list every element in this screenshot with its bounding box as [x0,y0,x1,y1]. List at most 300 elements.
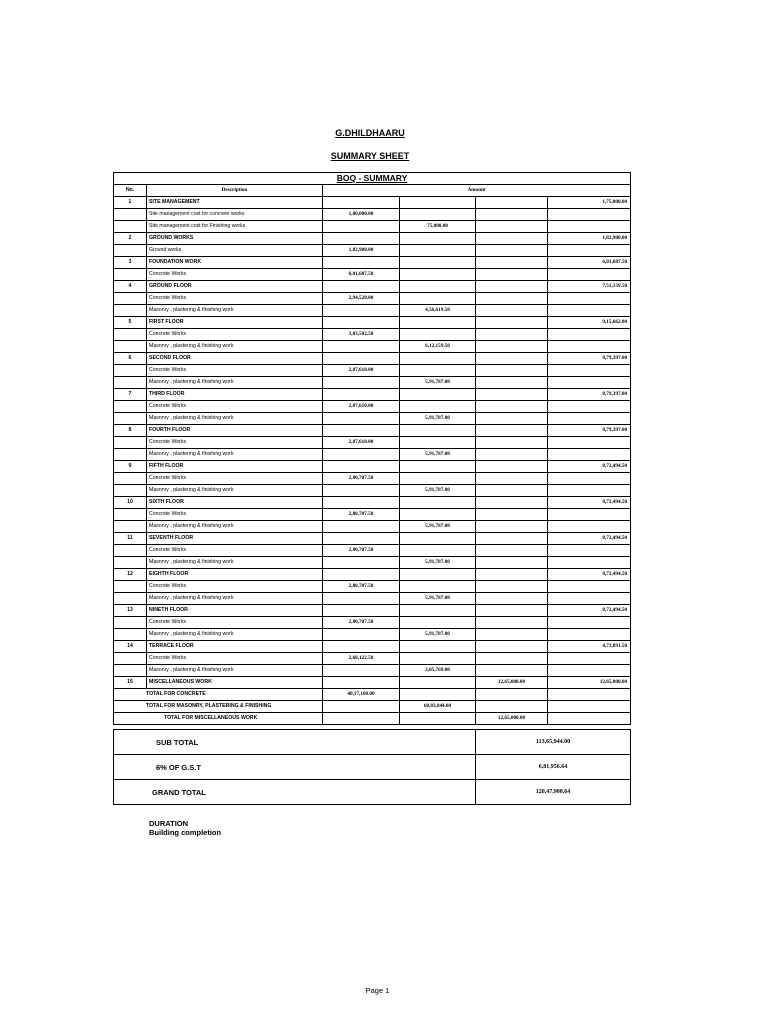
amount-cell-2 [400,293,476,305]
company-name: G.DHILDHAARU [335,128,405,138]
amount-cell-3 [476,569,548,581]
row-description: TERRACE FLOOR [147,641,323,653]
column-header-row [114,185,631,197]
summary-row [114,730,631,755]
amount-cell-4 [548,449,631,461]
row-number [114,413,147,425]
summary-label: 6% OF G.S.T [114,755,476,780]
section-row [114,569,631,581]
row-description: Masonry , plastering & finishing work [147,665,323,677]
table-row [114,545,631,557]
amount-cell-2 [400,365,476,377]
row-description: SECOND FLOOR [147,353,323,365]
amount-cell-1 [323,281,400,293]
row-description: Concrete Works [147,653,323,665]
amount-cell-3 [476,353,548,365]
table-title: BOQ - SUMMARY [114,173,631,185]
table-row [114,449,631,461]
amount-cell-3 [476,233,548,245]
total-amount-2 [400,713,476,725]
amount-cell-3 [476,437,548,449]
amount-cell-2 [400,353,476,365]
table-row [114,269,631,281]
amount-cell-3 [476,365,548,377]
row-number [114,269,147,281]
summary-row [114,780,631,805]
amount-cell-3 [476,461,548,473]
row-description: Concrete Works [147,581,323,593]
amount-cell-4 [548,245,631,257]
amount-cell-1: 2,80,707.50 [323,617,400,629]
row-number [114,485,147,497]
table-row [114,329,631,341]
amount-cell-2 [400,425,476,437]
amount-cell-2 [400,317,476,329]
amount-cell-1 [323,449,400,461]
amount-cell-4 [548,413,631,425]
amount-cell-2 [400,269,476,281]
amount-cell-3 [476,593,548,605]
amount-cell-2 [400,389,476,401]
section-row [114,233,631,245]
total-amount-1 [323,713,400,725]
boq-summary-table [113,172,631,725]
section-row [114,353,631,365]
row-description: FOUNDATION WORK [147,257,323,269]
row-number [114,437,147,449]
total-row [114,713,631,725]
amount-cell-3 [476,641,548,653]
amount-cell-4: 1,82,900.00 [548,233,631,245]
amount-cell-1 [323,521,400,533]
amount-cell-3 [476,473,548,485]
amount-cell-1: 2,87,610.00 [323,401,400,413]
amount-cell-4: 8,72,494.50 [548,569,631,581]
amount-cell-1: 2,94,520.00 [323,293,400,305]
amount-cell-1: 2,80,707.50 [323,509,400,521]
row-description: Masonry , plastering & finishing work [147,485,323,497]
amount-cell-2 [400,497,476,509]
table-row [114,377,631,389]
amount-cell-1: 2,68,122.50 [323,653,400,665]
amount-cell-4 [548,593,631,605]
total-amount-3 [476,689,548,701]
amount-cell-2 [400,461,476,473]
amount-cell-3 [476,329,548,341]
total-empty-cell [548,689,631,701]
row-number: 6 [114,353,147,365]
amount-cell-4: 1,75,000.00 [548,197,631,209]
amount-cell-1: 1,82,900.00 [323,245,400,257]
row-number: 13 [114,605,147,617]
amount-cell-4: 8,79,397.00 [548,353,631,365]
row-description: FIRST FLOOR [147,317,323,329]
amount-cell-1 [323,377,400,389]
section-row [114,497,631,509]
row-description: Concrete Works [147,437,323,449]
amount-cell-4: 9,15,662.00 [548,317,631,329]
amount-cell-4 [548,209,631,221]
amount-cell-2 [400,677,476,689]
amount-cell-4 [548,293,631,305]
row-number [114,473,147,485]
summary-row [114,755,631,780]
amount-cell-4 [548,653,631,665]
amount-cell-2: 5,91,787.00 [400,377,476,389]
row-number [114,593,147,605]
sheet-title: SUMMARY SHEET [330,151,410,161]
amount-cell-2: 5,91,787.00 [400,413,476,425]
row-number [114,245,147,257]
amount-cell-3 [476,557,548,569]
amount-cell-4 [548,329,631,341]
row-number [114,581,147,593]
row-description: Masonry , plastering & finishing work [147,305,323,317]
row-number: 11 [114,533,147,545]
row-number: 3 [114,257,147,269]
amount-cell-1 [323,533,400,545]
row-number [114,341,147,353]
total-amount-2 [400,689,476,701]
row-number [114,653,147,665]
total-empty-cell [548,701,631,713]
row-description: Concrete Works [147,365,323,377]
amount-cell-4 [548,365,631,377]
amount-cell-3 [476,653,548,665]
row-number [114,221,147,233]
amount-cell-1 [323,317,400,329]
duration-label: DURATION [149,819,189,828]
summary-label: GRAND TOTAL [114,780,476,805]
row-number [114,449,147,461]
amount-cell-4 [548,617,631,629]
row-number [114,293,147,305]
row-number [114,521,147,533]
table-row [114,293,631,305]
row-number: 2 [114,233,147,245]
row-number [114,557,147,569]
row-number [114,365,147,377]
section-row [114,317,631,329]
amount-cell-1 [323,593,400,605]
table-row [114,437,631,449]
row-number [114,401,147,413]
amount-cell-2 [400,653,476,665]
amount-cell-4: 8,72,494.50 [548,533,631,545]
table-row [114,593,631,605]
amount-cell-4 [548,629,631,641]
row-description: Concrete Works [147,269,323,281]
row-description: Concrete Works [147,473,323,485]
row-description: Concrete Works [147,293,323,305]
amount-cell-1 [323,569,400,581]
total-amount-1: 40,17,100.00 [323,689,400,701]
row-number [114,545,147,557]
amount-cell-2 [400,257,476,269]
amount-cell-3 [476,509,548,521]
amount-cell-1 [323,197,400,209]
amount-cell-2: 5,91,787.00 [400,557,476,569]
amount-cell-4: 8,72,494.50 [548,605,631,617]
amount-cell-4 [548,305,631,317]
amount-cell-4: 12,65,000.00 [548,677,631,689]
section-row [114,677,631,689]
amount-cell-1 [323,629,400,641]
amount-cell-3 [476,617,548,629]
total-label: TOTAL FOR MISCELLANEOUS WORK [114,713,323,725]
amount-cell-4 [548,485,631,497]
summary-label: SUB TOTAL [114,730,476,755]
amount-cell-1 [323,389,400,401]
row-number: 4 [114,281,147,293]
row-number: 10 [114,497,147,509]
row-description: FIFTH FLOOR [147,461,323,473]
row-description: GROUND WORKS [147,233,323,245]
row-description: EIGHTH FLOOR [147,569,323,581]
amount-cell-4 [548,341,631,353]
amount-cell-3 [476,533,548,545]
amount-cell-2 [400,545,476,557]
row-number: 5 [114,317,147,329]
amount-cell-1 [323,233,400,245]
amount-cell-3 [476,281,548,293]
table-row [114,653,631,665]
table-row [114,629,631,641]
row-description: SIXTH FLOOR [147,497,323,509]
table-row [114,521,631,533]
total-label: TOTAL FOR MASONRY, PLASTERING & FINISHING [114,701,323,713]
amount-cell-1 [323,413,400,425]
amount-cell-3: 12,65,000.00 [476,677,548,689]
row-number [114,377,147,389]
amount-cell-1 [323,257,400,269]
amount-cell-3 [476,197,548,209]
amount-cell-4: 6,01,687.50 [548,257,631,269]
amount-cell-4 [548,473,631,485]
table-row [114,473,631,485]
amount-cell-2: 6,12,159.50 [400,341,476,353]
amount-cell-1: 6,01,687.50 [323,269,400,281]
amount-cell-3 [476,269,548,281]
table-row [114,221,631,233]
row-number: 1 [114,197,147,209]
row-number [114,209,147,221]
amount-cell-4 [548,545,631,557]
amount-cell-1: 2,87,610.00 [323,437,400,449]
row-description: MISCELLANEOUS WORK [147,677,323,689]
amount-cell-3 [476,341,548,353]
amount-cell-2 [400,245,476,257]
amount-cell-2: 5,91,787.00 [400,629,476,641]
amount-cell-1 [323,341,400,353]
amount-cell-2 [400,401,476,413]
amount-cell-3 [476,521,548,533]
amount-cell-4: 8,79,397.00 [548,425,631,437]
table-row [114,209,631,221]
amount-cell-1: 1,00,000.00 [323,209,400,221]
amount-cell-2: 5,91,787.00 [400,485,476,497]
amount-cell-3 [476,485,548,497]
row-description: Concrete Works [147,545,323,557]
amount-cell-2: 4,56,619.50 [400,305,476,317]
amount-cell-4 [548,557,631,569]
row-description: GROUND FLOOR [147,281,323,293]
total-label: TOTAL FOR CONCRETE [114,689,323,701]
amount-cell-3 [476,305,548,317]
amount-cell-3 [476,665,548,677]
row-description: Masonry , plastering & finishing work [147,377,323,389]
amount-cell-1 [323,641,400,653]
amount-cell-2 [400,233,476,245]
table-row [114,365,631,377]
duration-text: Building completion [149,828,222,837]
row-description: Site management cost for Finishing works [147,221,323,233]
column-header-no: No. [114,185,147,197]
amount-cell-3 [476,545,548,557]
row-description: Ground works [147,245,323,257]
amount-cell-2 [400,605,476,617]
row-description: Masonry , plastering & finishing work [147,413,323,425]
row-number: 15 [114,677,147,689]
column-header-description: Description [147,185,323,197]
amount-cell-4 [548,377,631,389]
amount-cell-4: 8,72,494.50 [548,461,631,473]
row-number [114,329,147,341]
row-number: 12 [114,569,147,581]
total-amount-3: 12,65,000.00 [476,713,548,725]
row-description: Masonry , plastering & finishing work [147,629,323,641]
row-number [114,617,147,629]
total-empty-cell [548,713,631,725]
amount-cell-3 [476,581,548,593]
amount-cell-4 [548,665,631,677]
amount-cell-1 [323,497,400,509]
row-description: Concrete Works [147,329,323,341]
row-number: 9 [114,461,147,473]
amount-cell-1: 3,03,502.50 [323,329,400,341]
amount-cell-2 [400,617,476,629]
section-row [114,389,631,401]
amount-cell-1: 2,80,707.50 [323,473,400,485]
summary-value: 6,81,956.64 [476,755,631,780]
amount-cell-2 [400,329,476,341]
amount-cell-4 [548,221,631,233]
row-description: THIRD FLOOR [147,389,323,401]
row-number [114,665,147,677]
amount-cell-1 [323,485,400,497]
row-description: SITE MANAGEMENT [147,197,323,209]
amount-cell-3 [476,317,548,329]
table-row [114,509,631,521]
amount-cell-1 [323,677,400,689]
amount-cell-4 [548,521,631,533]
row-number: 7 [114,389,147,401]
page-number: Page 1 [365,986,390,995]
total-amount-1 [323,701,400,713]
amount-cell-4 [548,437,631,449]
amount-cell-4: 8,79,397.00 [548,389,631,401]
table-row [114,485,631,497]
section-row [114,461,631,473]
row-description: FOURTH FLOOR [147,425,323,437]
table-title-row [114,173,631,185]
total-row [114,701,631,713]
row-number: 14 [114,641,147,653]
amount-cell-2: 5,91,787.00 [400,521,476,533]
amount-cell-2: 5,91,787.00 [400,449,476,461]
amount-cell-1: 2,80,707.50 [323,545,400,557]
amount-cell-1 [323,425,400,437]
amount-cell-1 [323,605,400,617]
amount-cell-2 [400,473,476,485]
row-description: SEVENTH FLOOR [147,533,323,545]
section-row [114,281,631,293]
section-row [114,533,631,545]
amount-cell-3 [476,293,548,305]
table-row [114,305,631,317]
amount-cell-4 [548,509,631,521]
amount-cell-4 [548,401,631,413]
amount-cell-2 [400,209,476,221]
amount-cell-2: 2,05,769.00 [400,665,476,677]
section-row [114,605,631,617]
amount-cell-2 [400,437,476,449]
amount-cell-3 [476,425,548,437]
amount-cell-4 [548,581,631,593]
row-description: Site management cost for concrete works [147,209,323,221]
amount-cell-1 [323,221,400,233]
amount-cell-3 [476,605,548,617]
row-description: Masonry , plastering & finishing work [147,521,323,533]
table-row [114,617,631,629]
amount-cell-4: 7,51,139.50 [548,281,631,293]
section-row [114,257,631,269]
amount-cell-3 [476,497,548,509]
row-description: Masonry , plastering & finishing work [147,449,323,461]
row-description: Masonry , plastering & finishing work [147,341,323,353]
row-number [114,305,147,317]
row-description: Concrete Works [147,509,323,521]
amount-cell-2 [400,281,476,293]
row-description: NINETH FLOOR [147,605,323,617]
amount-cell-3 [476,245,548,257]
amount-cell-2 [400,509,476,521]
section-row [114,197,631,209]
summary-totals-table [113,729,631,805]
amount-cell-1 [323,305,400,317]
amount-cell-3 [476,389,548,401]
table-row [114,413,631,425]
section-row [114,641,631,653]
table-row [114,245,631,257]
amount-cell-3 [476,257,548,269]
total-row [114,689,631,701]
row-number: 8 [114,425,147,437]
amount-cell-1 [323,353,400,365]
amount-cell-4: 8,72,494.50 [548,497,631,509]
amount-cell-3 [476,629,548,641]
amount-cell-3 [476,209,548,221]
summary-value: 113,65,944.00 [476,730,631,755]
amount-cell-3 [476,413,548,425]
amount-cell-3 [476,377,548,389]
row-description: Concrete Works [147,401,323,413]
amount-cell-1 [323,461,400,473]
section-row [114,425,631,437]
amount-cell-4 [548,269,631,281]
table-row [114,665,631,677]
row-description: Masonry , plastering & finishing work [147,557,323,569]
